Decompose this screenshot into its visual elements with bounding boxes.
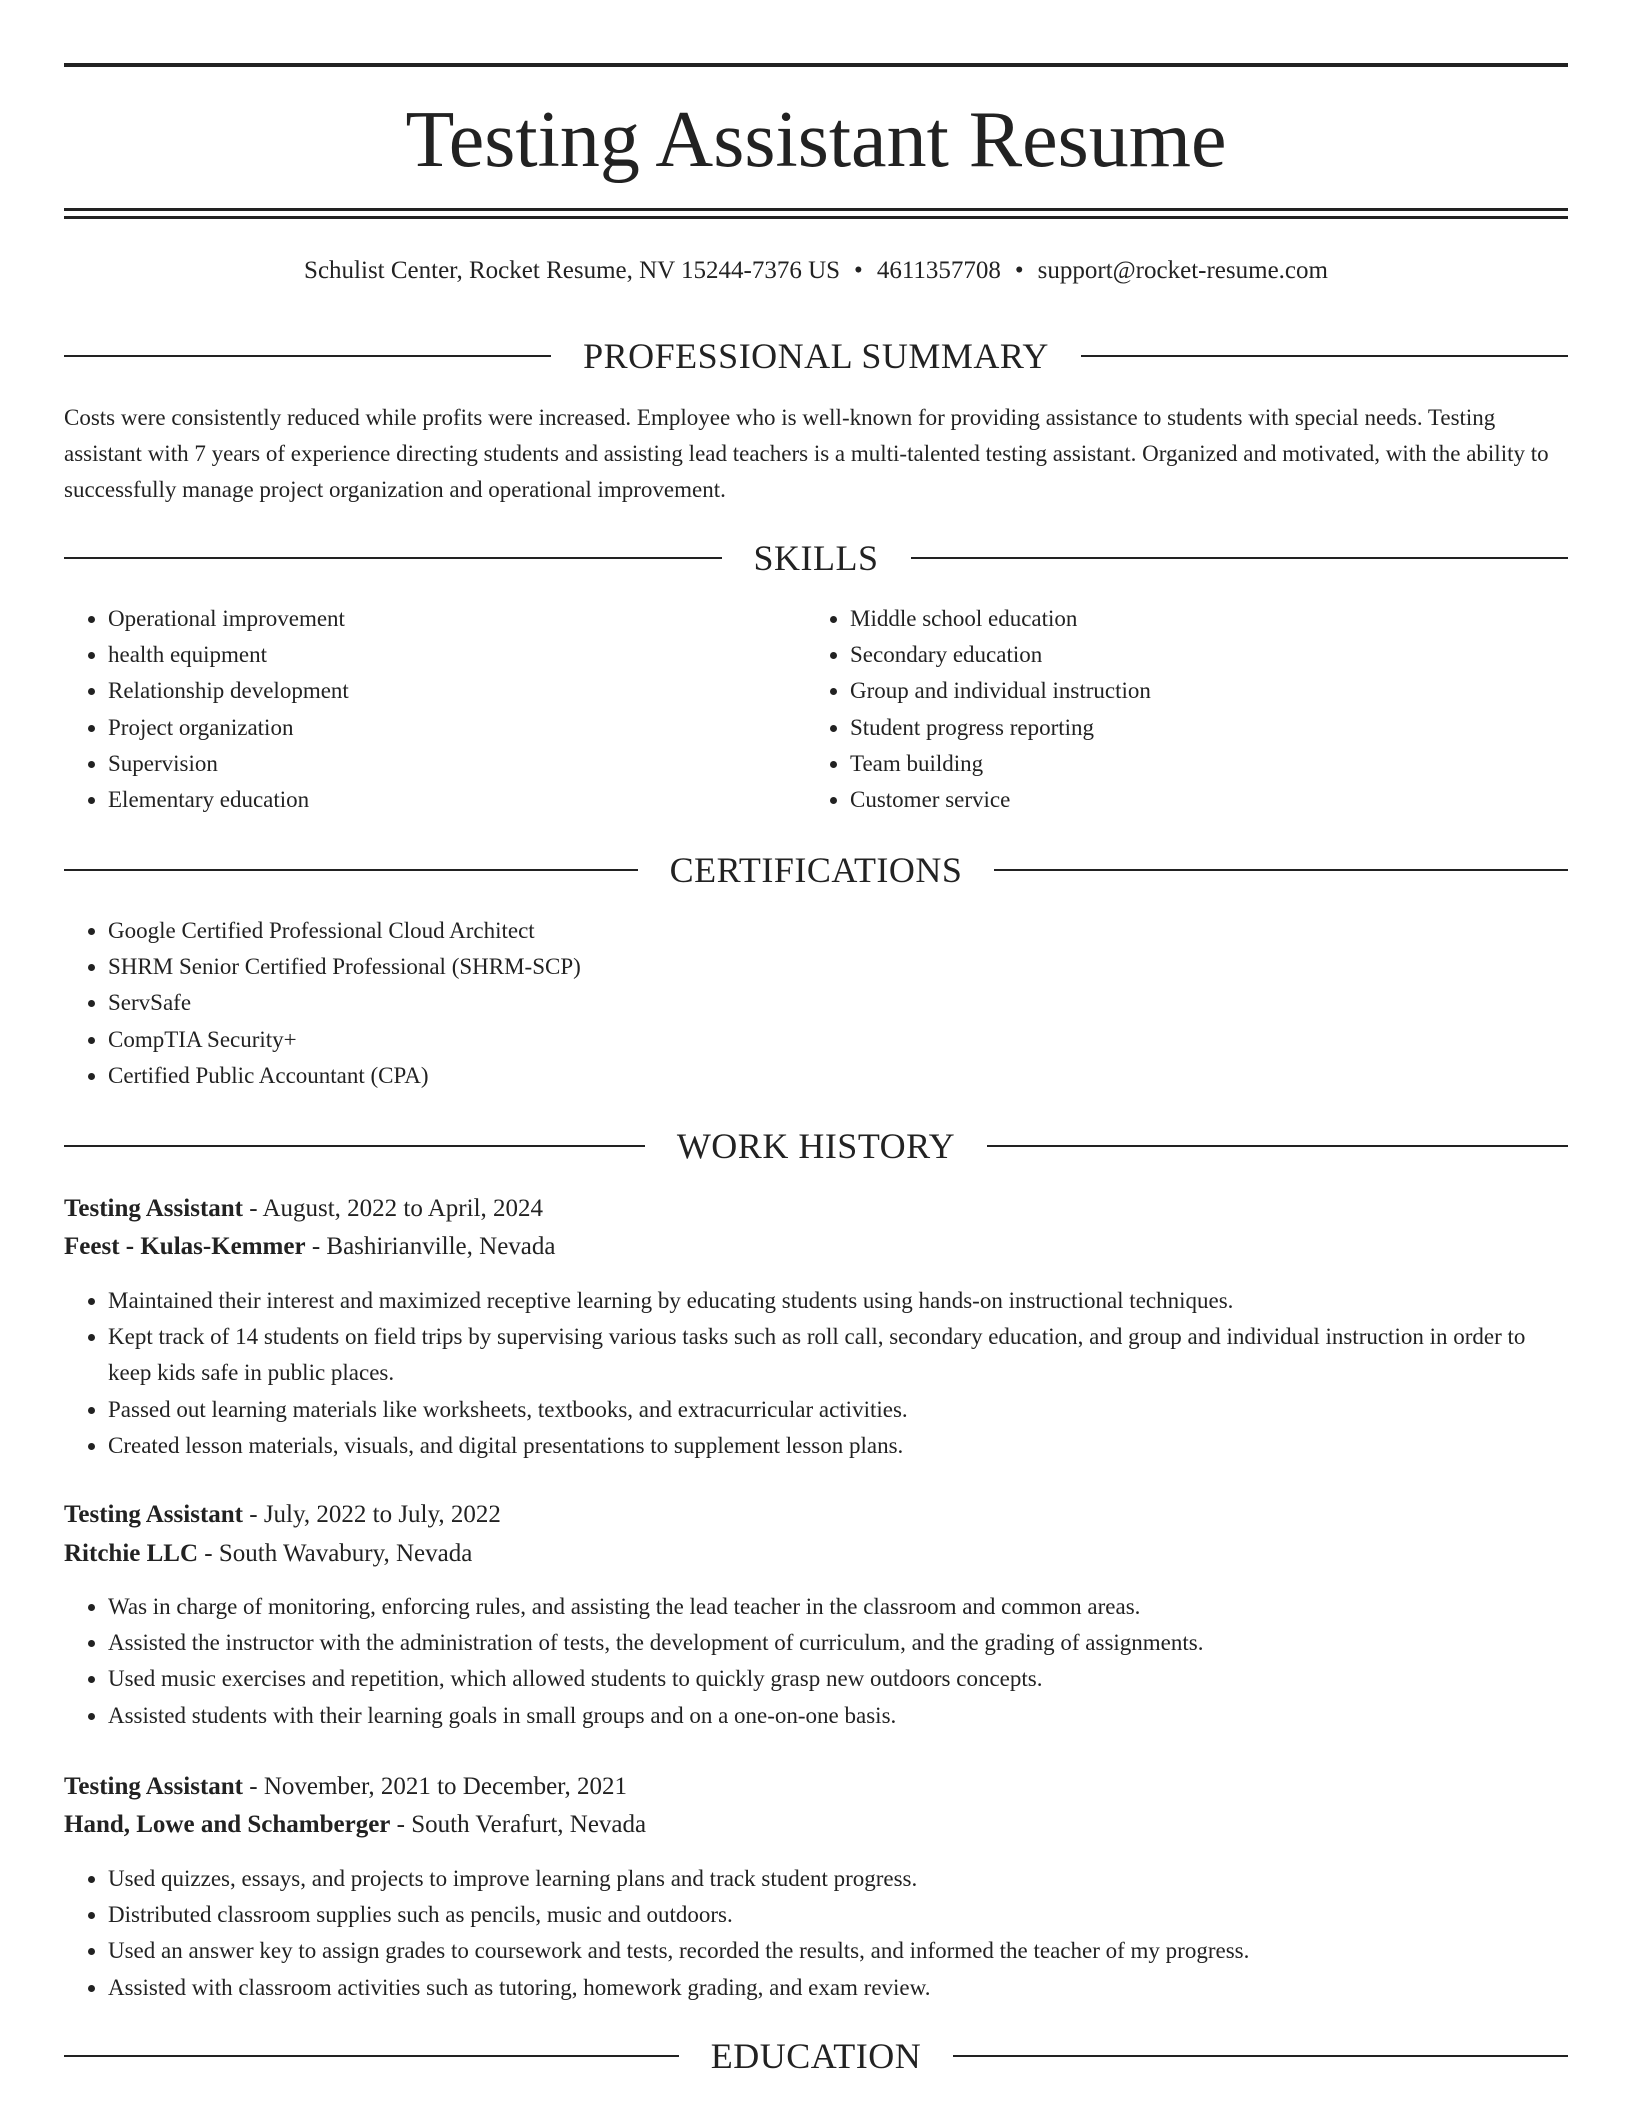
job-bullets — [64, 1861, 1568, 2006]
heading-rule — [64, 2055, 679, 2057]
skill-item: • Team building — [850, 746, 1566, 782]
section-heading-summary — [64, 334, 1568, 378]
job-company-line — [64, 1535, 1568, 1573]
job-title-line — [64, 1768, 1568, 1806]
skill-item: • Middle school education — [850, 601, 1566, 637]
skill-item: • Group and individual instruction — [850, 673, 1566, 709]
certification-item: • ServSafe — [108, 985, 1568, 1021]
job-company-line — [64, 1228, 1568, 1266]
job-title: Testing Assistant — [64, 1773, 243, 1800]
skill-item: • Operational improvement — [108, 601, 804, 637]
heading-rule — [953, 2055, 1568, 2057]
double-rule — [64, 208, 1568, 220]
job-bullet: • Passed out learning materials like worksheets, textbooks, and extracurricular activities. — [108, 1392, 1568, 1428]
job-title-line — [64, 1190, 1568, 1228]
certification-item: • CompTIA Security+ — [108, 1022, 1568, 1058]
skill-item: • Elementary education — [108, 782, 804, 818]
job-title: Testing Assistant — [64, 1501, 243, 1528]
heading-rule — [64, 557, 722, 559]
job-bullets — [64, 1589, 1568, 1734]
job-bullet: • Used quizzes, essays, and projects to improve learning plans and track student progress. — [108, 1861, 1568, 1897]
job-company-line — [64, 1806, 1568, 1844]
contact-line — [64, 255, 1568, 287]
skill-item: • Relationship development — [108, 673, 804, 709]
contact-email: support@rocket-resume.com — [1037, 257, 1328, 284]
contact-address: Schulist Center, Rocket Resume, NV 15244-7376 US — [304, 257, 841, 284]
section-title: PROFESSIONAL SUMMARY — [583, 336, 1049, 376]
contact-separator: • — [854, 257, 863, 284]
section-title: WORK HISTORY — [676, 1126, 956, 1166]
heading-rule — [64, 1145, 645, 1147]
certifications-list — [64, 913, 1568, 1094]
job-bullet: • Assisted students with their learning goals in small groups and on a one-on-one basis. — [108, 1698, 1568, 1734]
skill-item: • Customer service — [850, 782, 1566, 818]
heading-rule — [987, 1145, 1568, 1147]
section-title: CERTIFICATIONS — [669, 850, 963, 890]
job-bullets — [64, 1283, 1568, 1464]
job-bullet: • Assisted the instructor with the administration of tests, the development of curriculum, and the grading of assignments. — [108, 1625, 1568, 1661]
job-location: - Bashirianville, Nevada — [305, 1233, 556, 1260]
skills-list-left — [64, 601, 804, 818]
heading-rule — [64, 869, 638, 871]
job-company: Hand, Lowe and Schamberger — [64, 1811, 391, 1838]
section-heading-work — [64, 1124, 1568, 1168]
job-dates: - November, 2021 to December, 2021 — [243, 1773, 627, 1800]
section-title: EDUCATION — [710, 2036, 922, 2076]
summary-text: Costs were consistently reduced while profits were increased. Employee who is well-known for providing assistance to students with special needs. Testing assistant with 7 years of experience directing students and assisting lead teachers is a multi-talented testing assistant. Organized and motivated, with the ability to successfully manage project organization and operational improvement. — [64, 405, 1549, 502]
contact-phone: 4611357708 — [876, 257, 1001, 284]
job-dates: - July, 2022 to July, 2022 — [243, 1501, 501, 1528]
heading-rule — [911, 557, 1569, 559]
section-heading-certifications — [64, 848, 1568, 892]
skill-item: • health equipment — [108, 637, 804, 673]
job-bullet: • Maintained their interest and maximized receptive learning by educating students using hands-on instructional techniques. — [108, 1283, 1568, 1319]
job-bullet: • Distributed classroom supplies such as pencils, music and outdoors. — [108, 1897, 1568, 1933]
job-bullet: • Assisted with classroom activities such as tutoring, homework grading, and exam review. — [108, 1970, 1568, 2006]
job-dates: - August, 2022 to April, 2024 — [243, 1195, 544, 1222]
job-company: Feest - Kulas-Kemmer — [64, 1233, 306, 1260]
job-company: Ritchie LLC — [64, 1540, 199, 1567]
job-bullet: • Kept track of 14 students on field trips by supervising various tasks such as roll call, secondary education, and group and individual instruction in order to keep kids safe in public places. — [108, 1319, 1568, 1391]
section-heading-education — [64, 2034, 1568, 2078]
job-bullet: • Used music exercises and repetition, which allowed students to quickly grasp new outdoors concepts. — [108, 1661, 1568, 1697]
top-rule — [64, 63, 1568, 67]
contact-separator: • — [1014, 257, 1024, 284]
section-title: SKILLS — [753, 538, 879, 578]
skills-list-right — [806, 601, 1566, 818]
skill-item: • Supervision — [108, 746, 804, 782]
skill-item: • Student progress reporting — [850, 710, 1566, 746]
certification-item: • Certified Public Accountant (CPA) — [108, 1058, 1568, 1094]
job-bullet: • Used an answer key to assign grades to coursework and tests, recorded the results, and informed the teacher of my progress. — [108, 1933, 1568, 1969]
heading-rule — [1081, 355, 1568, 357]
heading-rule — [994, 869, 1568, 871]
skill-item: • Secondary education — [850, 637, 1566, 673]
heading-rule — [64, 355, 551, 357]
page-title: Testing Assistant Resume — [405, 96, 1227, 184]
certification-item: • SHRM Senior Certified Professional (SHRM-SCP) — [108, 949, 1568, 985]
section-heading-skills — [64, 536, 1568, 580]
job-bullet: • Was in charge of monitoring, enforcing rules, and assisting the lead teacher in the classroom and common areas. — [108, 1589, 1568, 1625]
certification-item: • Google Certified Professional Cloud Architect — [108, 913, 1568, 949]
job-title-line — [64, 1496, 1568, 1534]
job-location: - South Wavabury, Nevada — [198, 1540, 473, 1567]
job-location: - South Verafurt, Nevada — [390, 1811, 647, 1838]
job-bullet: • Created lesson materials, visuals, and digital presentations to supplement lesson plans. — [108, 1428, 1568, 1464]
skill-item: • Project organization — [108, 710, 804, 746]
job-title: Testing Assistant — [64, 1195, 243, 1222]
